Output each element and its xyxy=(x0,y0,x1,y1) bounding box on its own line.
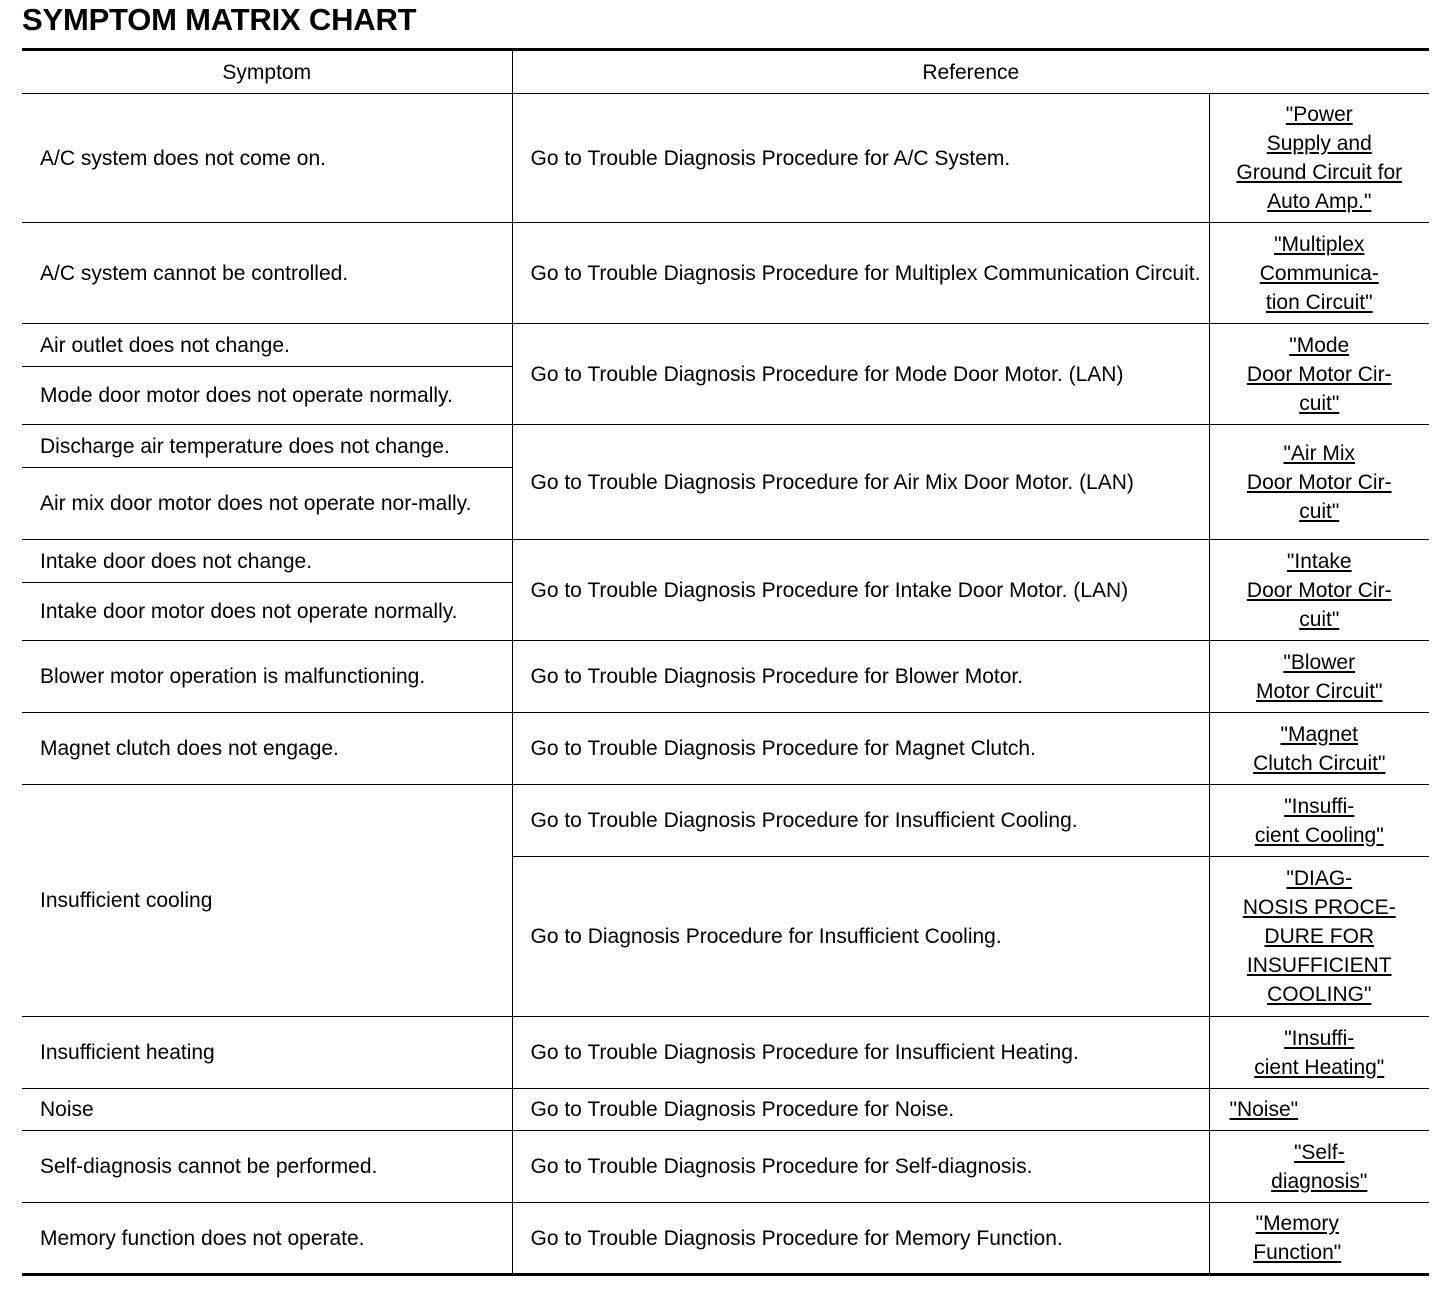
symptom-cell: Memory function does not operate. xyxy=(22,1203,512,1275)
procedure-cell: Go to Trouble Diagnosis Procedure for Self-diagnosis. xyxy=(512,1131,1209,1203)
symptom-cell: A/C system cannot be controlled. xyxy=(22,223,512,324)
reference-link[interactable]: "Mode Door Motor Cir- cuit" xyxy=(1246,333,1392,415)
symptom-cell: Discharge air temperature does not change. xyxy=(22,425,512,468)
table-row xyxy=(22,1131,1429,1203)
symptom-cell: Magnet clutch does not engage. xyxy=(22,713,512,785)
reference-link-cell xyxy=(1209,1017,1429,1089)
reference-link-cell xyxy=(1209,1089,1429,1131)
reference-link[interactable]: "Insuffi- cient Heating" xyxy=(1254,1026,1385,1079)
reference-link[interactable]: "Multiplex Communica- tion Circuit" xyxy=(1259,232,1379,314)
reference-link[interactable]: "Self- diagnosis" xyxy=(1271,1140,1368,1193)
reference-link[interactable]: "DIAG- NOSIS PROCE- DURE FOR INSUFFICIENT COOLING" xyxy=(1242,867,1396,1006)
procedure-cell: Go to Trouble Diagnosis Procedure for Insufficient Heating. xyxy=(512,1017,1209,1089)
procedure-cell: Go to Trouble Diagnosis Procedure for Magnet Clutch. xyxy=(512,713,1209,785)
symptom-cell: Noise xyxy=(22,1089,512,1131)
reference-link-cell xyxy=(1209,785,1429,857)
procedure-cell: Go to Trouble Diagnosis Procedure for Blower Motor. xyxy=(512,641,1209,713)
reference-header: Reference xyxy=(512,50,1429,94)
reference-link[interactable]: "Noise" xyxy=(1229,1098,1299,1121)
procedure-cell: Go to Trouble Diagnosis Procedure for Multiplex Communication Circuit. xyxy=(512,223,1209,324)
procedure-cell: Go to Trouble Diagnosis Procedure for Noise. xyxy=(512,1089,1209,1131)
table-row xyxy=(22,785,1429,857)
symptom-cell: Insufficient cooling xyxy=(22,785,512,1017)
symptom-cell: Air mix door motor does not operate nor-mally. xyxy=(22,468,512,540)
table-row xyxy=(22,641,1429,713)
symptom-header: Symptom xyxy=(22,50,512,94)
symptom-cell: Blower motor operation is malfunctioning. xyxy=(22,641,512,713)
reference-link-cell xyxy=(1209,425,1429,540)
procedure-cell: Go to Trouble Diagnosis Procedure for Memory Function. xyxy=(512,1203,1209,1275)
reference-link-cell xyxy=(1209,1203,1429,1275)
procedure-cell: Go to Trouble Diagnosis Procedure for Insufficient Cooling. xyxy=(512,785,1209,857)
symptom-cell: Air outlet does not change. xyxy=(22,324,512,367)
reference-link-cell xyxy=(1209,223,1429,324)
symptom-cell: Insufficient heating xyxy=(22,1017,512,1089)
reference-link[interactable]: "Memory Function" xyxy=(1253,1212,1342,1264)
symptom-cell: Self-diagnosis cannot be performed. xyxy=(22,1131,512,1203)
table-header-row xyxy=(22,50,1429,94)
table-row xyxy=(22,324,1429,367)
reference-link[interactable]: "Air Mix Door Motor Cir- cuit" xyxy=(1246,441,1392,523)
procedure-cell: Go to Trouble Diagnosis Procedure for A/C System. xyxy=(512,94,1209,223)
symptom-cell: Intake door does not change. xyxy=(22,540,512,583)
table-row xyxy=(22,94,1429,223)
reference-link-cell xyxy=(1209,713,1429,785)
table-row xyxy=(22,540,1429,583)
reference-link[interactable]: "Magnet Clutch Circuit" xyxy=(1253,722,1386,775)
table-row xyxy=(22,425,1429,468)
reference-link-cell xyxy=(1209,540,1429,641)
reference-link-cell xyxy=(1209,1131,1429,1203)
procedure-cell: Go to Diagnosis Procedure for Insufficient Cooling. xyxy=(512,857,1209,1017)
page-title: SYMPTOM MATRIX CHART xyxy=(22,2,417,37)
procedure-cell: Go to Trouble Diagnosis Procedure for Intake Door Motor. (LAN) xyxy=(512,540,1209,641)
table-row xyxy=(22,223,1429,324)
reference-link[interactable]: "Power Supply and Ground Circuit for Auto Amp." xyxy=(1236,103,1403,213)
symptom-cell: Intake door motor does not operate normally. xyxy=(22,583,512,641)
reference-link-cell xyxy=(1209,94,1429,223)
symptom-cell: Mode door motor does not operate normally. xyxy=(22,367,512,425)
table-row xyxy=(22,713,1429,785)
table-row xyxy=(22,1017,1429,1089)
table-row xyxy=(22,1203,1429,1275)
reference-link-cell xyxy=(1209,641,1429,713)
symptom-matrix-table xyxy=(22,48,1429,1276)
symptom-cell: A/C system does not come on. xyxy=(22,94,512,223)
reference-link-cell xyxy=(1209,324,1429,425)
reference-link-cell xyxy=(1209,857,1429,1017)
procedure-cell: Go to Trouble Diagnosis Procedure for Air Mix Door Motor. (LAN) xyxy=(512,425,1209,540)
reference-link[interactable]: "Blower Motor Circuit" xyxy=(1256,650,1383,703)
procedure-cell: Go to Trouble Diagnosis Procedure for Mode Door Motor. (LAN) xyxy=(512,324,1209,425)
reference-link[interactable]: "Insuffi- cient Cooling" xyxy=(1254,794,1384,847)
reference-link[interactable]: "Intake Door Motor Cir- cuit" xyxy=(1246,549,1392,631)
table-row xyxy=(22,1089,1429,1131)
